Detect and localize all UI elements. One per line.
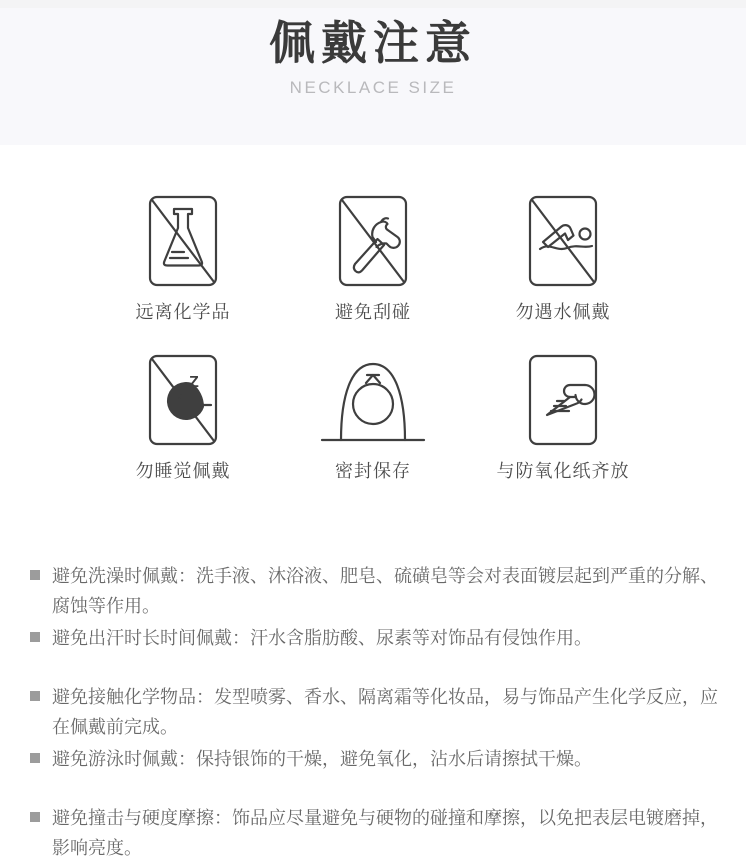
square-bullet-icon: [30, 570, 40, 580]
care-notes: [30, 561, 730, 863]
page-title: 佩戴注意: [269, 17, 477, 69]
icon-label: 勿睡觉佩戴: [135, 461, 231, 481]
icon-label: 远离化学品: [135, 302, 231, 322]
svg-text:z: z: [178, 391, 183, 401]
care-note-swimming: [30, 744, 730, 774]
top-strip: [0, 0, 746, 8]
square-bullet-icon: [30, 691, 40, 701]
icon-label: 勿遇水佩戴: [515, 302, 611, 322]
care-icon-cell-sealed-storage: [318, 354, 428, 483]
care-note-bathing: [30, 561, 730, 621]
header: [0, 8, 746, 145]
icon-label: 密封保存: [335, 461, 411, 481]
no-water-swimmer-icon: [516, 195, 611, 287]
care-note-impact: [30, 803, 730, 863]
square-bullet-icon: [30, 753, 40, 763]
sealed-storage-ring-icon: [318, 354, 428, 446]
care-icon-cell-no-scratch: [335, 195, 411, 324]
no-chemicals-icon: [136, 195, 231, 287]
no-sleep-moon-icon: [136, 354, 231, 446]
anti-oxidation-paper-scroll-icon: [497, 354, 630, 446]
care-note-chemicals: [30, 682, 730, 742]
care-icon-cell-no-water: [516, 195, 611, 324]
note-text: 避免出汗时长时间佩戴：汗水含脂肪酸、尿素等对饰品有侵蚀作用。: [52, 628, 592, 648]
care-icon-cell-no-chemicals: [136, 195, 231, 324]
note-text: 避免洗澡时佩戴：洗手液、沐浴液、肥皂、硫磺皂等会对表面镀层起到严重的分解、腐蚀等作用。: [52, 566, 718, 616]
care-icons-grid: [88, 195, 658, 483]
svg-text:Z: Z: [189, 374, 199, 391]
note-text: 避免撞击与硬度摩擦：饰品应尽量避免与硬物的碰撞和摩擦，以免把表层电镀磨掉，影响亮度。: [52, 808, 718, 858]
icon-label: 避免刮碰: [335, 302, 411, 322]
page-subtitle: NECKLACE SIZE: [289, 77, 457, 97]
square-bullet-icon: [30, 812, 40, 822]
note-text: 避免接触化学物品：发型喷雾、香水、隔离霜等化妆品，易与饰品产生化学反应，应在佩戴前完成。: [52, 687, 718, 737]
care-icon-cell-anti-oxidation-paper: [497, 354, 630, 483]
no-scratch-icon: [335, 195, 411, 287]
care-note-sweat: [30, 623, 730, 653]
note-text: 避免游泳时佩戴：保持银饰的干燥，避免氧化，沾水后请擦拭干燥。: [52, 749, 592, 769]
care-icon-cell-no-sleep: [136, 354, 231, 483]
square-bullet-icon: [30, 632, 40, 642]
icon-label: 与防氧化纸齐放: [496, 461, 630, 481]
